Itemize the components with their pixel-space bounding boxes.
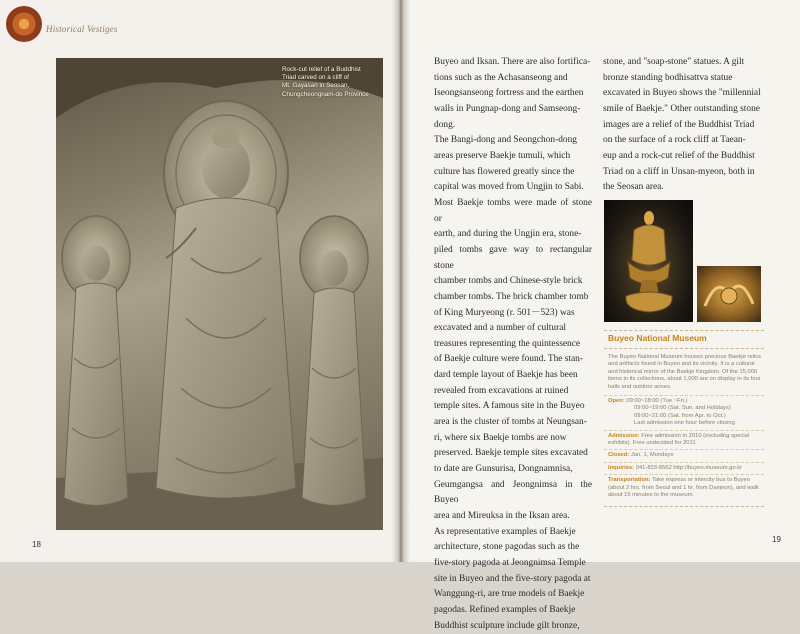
text-line: on the surface of a rock cliff at Taean- [603, 135, 746, 146]
text-line: temple sites. A famous site in the Buyeo [434, 401, 585, 412]
text-line: walls in Pungnap-dong and Samseong- [434, 103, 581, 114]
admission-text: Free admission in 2010 (excluding special exhibits). Free undecided for 2011 [608, 432, 750, 447]
text-line: stone, and "soap-stone" statues. A gilt [603, 57, 745, 67]
incense-burner-illustration [604, 200, 693, 322]
museum-description: The Buyeo National Museum houses precious Baekje relics and artifacts found in Buyeo and its vicinity. It is a cultural and historical mirror of the Baekje Kingdom. Of the 15,000 items in its collections, about 1,000 are on display in its four halls and outdoor annex. [608, 354, 762, 390]
section-emblem-icon [6, 6, 42, 42]
buddhist-triad-relief-illustration [56, 58, 383, 530]
text-line: earth, and during the Ungjin era, stone- [434, 229, 582, 240]
text-line: eup and a rock-cut relief of the Buddhist [603, 150, 755, 161]
text-line: chamber tombs. The brick chamber tomb [434, 291, 589, 302]
text-line: five-story pagoda at Jeongnimsa Temple [434, 558, 586, 568]
text-line: bronze standing bodhisattva statue [603, 72, 733, 83]
text-line: excavated in Buyeo shows the "millennial [603, 88, 761, 99]
text-line: preserved. Baekje temple sites excavated [434, 448, 588, 459]
open-label: Open: [608, 398, 625, 405]
text-line: capital was moved from Ungjin to Sabi. [434, 182, 584, 193]
transportation-label: Transportation: [608, 477, 651, 484]
museum-info-box [604, 330, 764, 507]
inquiries-label: Inquiries: [608, 464, 635, 471]
body-column-2 [603, 55, 765, 193]
text-line: revealed from excavations at ruined [434, 385, 569, 396]
page-number-right: 19 [772, 535, 781, 544]
caption-line: Rock-cut relief of a Buddhist [282, 66, 361, 73]
incense-burner-detail-photo [697, 266, 761, 322]
closed-label: Closed: [608, 452, 630, 459]
body-column-1 [434, 55, 592, 631]
open-line: 09:00~21:00 (Sat. from Apr. to Oct.) [634, 412, 726, 419]
text-line: to date are Gunsurisa, Dongnamnisa, [434, 464, 573, 475]
closed-text: Jan. 1, Mondays [630, 452, 674, 459]
photo-caption [282, 66, 378, 99]
text-line: areas preserve Baekje tumuli, which [434, 150, 571, 161]
text-line: area is the cluster of tombs at Neungsan- [434, 417, 587, 428]
caption-line: Mt. Gayasan in Seosan, [282, 82, 350, 90]
text-line: tions such as the Achasanseong and [434, 72, 568, 83]
text-line: Geumgangsa and Jeongnimsa in the Buyeo [434, 479, 592, 506]
transportation-info [604, 474, 764, 501]
inquiries-info [604, 462, 764, 474]
book-gutter [392, 0, 410, 562]
text-line: chamber tombs and Chinese-style brick [434, 276, 583, 287]
text-line: Triad on a cliff in Unsan-myeon, both in [603, 166, 755, 177]
detail-illustration [697, 266, 761, 322]
text-line: Wanggung-ri, are true models of Baekje [434, 589, 585, 600]
text-line: ri, where six Baekje tombs are now [434, 432, 567, 443]
text-line: Buddhist sculpture include gilt bronze, [434, 620, 580, 631]
text-line: pagodas. Refined examples of Baekje [434, 604, 576, 615]
closed-info [604, 449, 764, 461]
text-line: the Seosan area. [603, 182, 664, 193]
caption-line: Chungcheongnam-do Province [282, 90, 369, 98]
transportation-text: Take express or intercity bus to Buyeo (about 2 hrs. from Seoul and 1 hr. from Daejeon), and walk about 15 minutes to the museum. [608, 477, 759, 499]
rock-relief-photo [56, 58, 383, 530]
text-line: As representative examples of Baekje [434, 526, 576, 537]
text-line: Iseongsanseong fortress and the earthen [434, 88, 584, 99]
text-line: The Bangi-dong and Seongchon-dong [434, 135, 577, 146]
section-title: Historical Vestiges [46, 24, 118, 34]
museum-title: Buyeo National Museum [604, 330, 764, 349]
text-line: site in Buyeo and the five-story pagoda at [434, 573, 591, 584]
admission-info [604, 430, 764, 450]
admission-label: Admission: [608, 432, 640, 439]
caption-line: Triad carved on a cliff of [282, 74, 349, 82]
open-line: Last admission one hour before closing [634, 420, 735, 427]
text-line: dong. [434, 119, 456, 130]
text-line: of Baekje culture were found. The stan- [434, 354, 583, 365]
text-line: treasures representing the quintessence [434, 338, 581, 349]
inquiries-text: 041-833-8562 http://buyeo.museum.go.kr [635, 464, 743, 471]
text-line: smile of Baekje." Other outstanding stone [603, 103, 760, 114]
text-line: dard temple layout of Baekje has been [434, 370, 578, 381]
text-line: area and Mireuksa in the Iksan area. [434, 511, 570, 522]
text-line: piled tombs gave way to rectangular stone [434, 244, 592, 271]
text-line: excavated and a number of cultural [434, 323, 566, 334]
text-line: culture has flowered greatly since the [434, 166, 575, 177]
text-line: images are a relief of the Buddhist Triad [603, 119, 755, 130]
text-line: of King Muryeong (r. 501－523) was [434, 307, 575, 318]
page-number-left: 18 [32, 540, 41, 549]
open-line: 09:00~18:00 (Tue.~Fri.) [626, 398, 688, 405]
open-line: 09:00~19:00 (Sat. Sun. and Holidays) [634, 405, 731, 412]
text-line: Buyeo and Iksan. There are also fortifica- [434, 57, 591, 67]
text-line: architecture, stone pagodas such as the [434, 542, 580, 553]
gilt-bronze-incense-burner-photo [604, 200, 693, 322]
info-box-divider [604, 506, 764, 507]
left-page [0, 0, 398, 562]
text-line: Most Baekje tombs were made of stone or [434, 197, 592, 224]
open-hours [604, 395, 764, 430]
